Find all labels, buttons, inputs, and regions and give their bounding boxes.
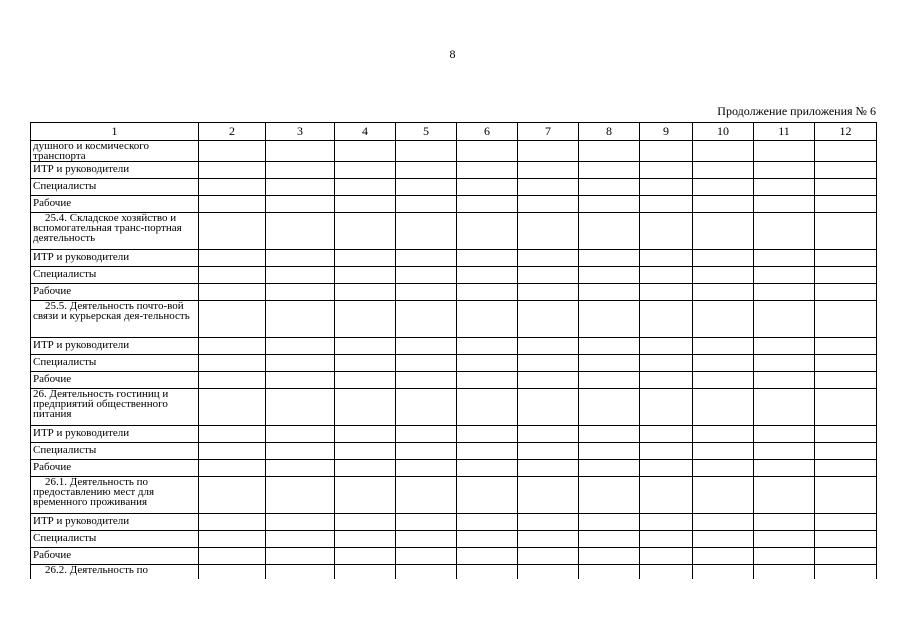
table-cell [396, 426, 457, 443]
header-row [31, 123, 877, 141]
table-cell [199, 250, 266, 267]
table-cell [457, 565, 518, 580]
table-cell [815, 372, 877, 389]
table-cell [199, 460, 266, 477]
table-cell [579, 389, 640, 426]
table-cell [396, 179, 457, 196]
column-header: 6 [457, 123, 518, 141]
table-cell [815, 548, 877, 565]
table-cell [815, 301, 877, 338]
table-cell [199, 267, 266, 284]
table-cell [579, 196, 640, 213]
table-cell [640, 162, 693, 179]
table-cell [579, 531, 640, 548]
row-label: Специалисты [31, 443, 199, 460]
table-cell [754, 284, 815, 301]
table-cell [754, 267, 815, 284]
table-cell [335, 372, 396, 389]
table-cell [518, 548, 579, 565]
table-cell [579, 443, 640, 460]
continuation-label: Продолжение приложения № 6 [717, 104, 876, 118]
table-cell [396, 565, 457, 580]
row-label: ИТР и руководители [31, 514, 199, 531]
table-cell [815, 426, 877, 443]
table-cell [199, 284, 266, 301]
table-cell [754, 196, 815, 213]
row-label: 26. Деятельность гостиниц и предприятий общественного питания [31, 389, 199, 426]
table-row [31, 284, 877, 301]
table-cell [815, 213, 877, 250]
table-cell [693, 477, 754, 514]
table-cell [457, 443, 518, 460]
table-cell [815, 284, 877, 301]
table-cell [335, 426, 396, 443]
row-label: душного и космического транспорта [31, 141, 199, 162]
table-cell [815, 179, 877, 196]
table-cell [335, 514, 396, 531]
table-cell [640, 141, 693, 162]
table-row [31, 477, 877, 514]
table-cell [693, 514, 754, 531]
table-cell [396, 250, 457, 267]
table-cell [199, 355, 266, 372]
table-cell [754, 338, 815, 355]
table-cell [396, 267, 457, 284]
table-cell [396, 284, 457, 301]
table-cell [335, 179, 396, 196]
table-cell [457, 338, 518, 355]
table-cell [640, 548, 693, 565]
column-header: 1 [31, 123, 199, 141]
table-cell [266, 179, 335, 196]
table-cell [266, 284, 335, 301]
table-cell [199, 477, 266, 514]
table-cell [815, 196, 877, 213]
table-cell [693, 355, 754, 372]
table-row [31, 514, 877, 531]
table-cell [754, 141, 815, 162]
column-header: 11 [754, 123, 815, 141]
table-cell [457, 514, 518, 531]
table-cell [754, 355, 815, 372]
table-cell [266, 301, 335, 338]
table-cell [335, 389, 396, 426]
table-cell [640, 565, 693, 580]
column-header: 5 [396, 123, 457, 141]
table-cell [640, 196, 693, 213]
table-cell [579, 267, 640, 284]
table-cell [457, 389, 518, 426]
table-cell [754, 426, 815, 443]
table-cell [693, 548, 754, 565]
row-label: Специалисты [31, 267, 199, 284]
table-cell [266, 372, 335, 389]
table-row [31, 389, 877, 426]
table-cell [640, 514, 693, 531]
table-cell [396, 338, 457, 355]
table-row [31, 372, 877, 389]
table-cell [457, 426, 518, 443]
table-cell [457, 548, 518, 565]
table-cell [457, 141, 518, 162]
table-cell [815, 460, 877, 477]
table-cell [640, 267, 693, 284]
table-cell [815, 565, 877, 580]
table-cell [396, 531, 457, 548]
table-cell [693, 250, 754, 267]
table-cell [579, 250, 640, 267]
table-cell [754, 531, 815, 548]
table-row [31, 355, 877, 372]
column-header: 7 [518, 123, 579, 141]
table-row [31, 548, 877, 565]
table-cell [518, 141, 579, 162]
table-cell [199, 179, 266, 196]
row-label: 26.1. Деятельность по предоставлению мест для временного проживания [31, 477, 199, 514]
table-cell [693, 443, 754, 460]
table-cell [396, 141, 457, 162]
table-cell [199, 213, 266, 250]
data-table [30, 122, 877, 579]
table-cell [199, 426, 266, 443]
table-cell [579, 301, 640, 338]
table-cell [518, 213, 579, 250]
table-cell [396, 514, 457, 531]
table-cell [396, 355, 457, 372]
table-cell [640, 338, 693, 355]
table-cell [693, 141, 754, 162]
table-row [31, 141, 877, 162]
table-row [31, 531, 877, 548]
table-cell [396, 162, 457, 179]
table-cell [815, 355, 877, 372]
table-cell [815, 162, 877, 179]
table-cell [693, 460, 754, 477]
table-cell [815, 514, 877, 531]
row-label: Рабочие [31, 548, 199, 565]
row-label: Специалисты [31, 179, 199, 196]
table-cell [518, 426, 579, 443]
table-cell [266, 196, 335, 213]
table-cell [199, 389, 266, 426]
table-cell [640, 426, 693, 443]
table-cell [693, 389, 754, 426]
table-cell [457, 284, 518, 301]
column-header: 12 [815, 123, 877, 141]
table-row [31, 565, 877, 580]
table-cell [335, 162, 396, 179]
table-cell [518, 531, 579, 548]
table-cell [754, 389, 815, 426]
table-cell [518, 196, 579, 213]
table-cell [815, 477, 877, 514]
table-cell [579, 372, 640, 389]
table-cell [693, 372, 754, 389]
table-cell [199, 531, 266, 548]
table-cell [335, 141, 396, 162]
table-cell [266, 531, 335, 548]
table-cell [199, 196, 266, 213]
table-cell [579, 162, 640, 179]
table-cell [199, 548, 266, 565]
table-cell [199, 372, 266, 389]
table-cell [266, 141, 335, 162]
table-cell [640, 443, 693, 460]
row-label: ИТР и руководители [31, 338, 199, 355]
table-cell [640, 389, 693, 426]
table-cell [199, 514, 266, 531]
table-cell [457, 213, 518, 250]
table-cell [457, 250, 518, 267]
table-cell [199, 338, 266, 355]
table-cell [396, 477, 457, 514]
row-label: ИТР и руководители [31, 162, 199, 179]
table-cell [754, 179, 815, 196]
table-row [31, 460, 877, 477]
table-cell [518, 284, 579, 301]
table-cell [518, 460, 579, 477]
table-cell [640, 477, 693, 514]
table-cell [579, 548, 640, 565]
table-row [31, 162, 877, 179]
table-cell [457, 531, 518, 548]
table-cell [518, 389, 579, 426]
table-cell [754, 162, 815, 179]
table-cell [335, 355, 396, 372]
table-cell [335, 460, 396, 477]
table-cell [457, 179, 518, 196]
page-number: 8 [449, 47, 456, 61]
column-header: 4 [335, 123, 396, 141]
table-cell [640, 460, 693, 477]
table-cell [693, 179, 754, 196]
table-row [31, 179, 877, 196]
row-label: ИТР и руководители [31, 250, 199, 267]
table-row [31, 426, 877, 443]
table-cell [579, 141, 640, 162]
table-cell [335, 443, 396, 460]
row-label: Рабочие [31, 284, 199, 301]
table-cell [579, 426, 640, 443]
table-cell [199, 162, 266, 179]
table-cell [518, 514, 579, 531]
table-cell [579, 460, 640, 477]
table-cell [815, 389, 877, 426]
table-cell [579, 179, 640, 196]
table-cell [396, 372, 457, 389]
table-cell [266, 389, 335, 426]
table-cell [266, 162, 335, 179]
table-cell [266, 213, 335, 250]
table-cell [518, 338, 579, 355]
table-cell [693, 284, 754, 301]
table-cell [335, 213, 396, 250]
table-cell [335, 267, 396, 284]
table-cell [518, 267, 579, 284]
column-header: 2 [199, 123, 266, 141]
table-cell [518, 179, 579, 196]
table-cell [640, 301, 693, 338]
table-cell [518, 477, 579, 514]
table-cell [815, 141, 877, 162]
table-cell [693, 531, 754, 548]
table-row [31, 443, 877, 460]
table-cell [518, 443, 579, 460]
table-cell [518, 162, 579, 179]
row-label: Рабочие [31, 196, 199, 213]
table-cell [335, 548, 396, 565]
table-cell [693, 301, 754, 338]
table-cell [754, 477, 815, 514]
row-label: ИТР и руководители [31, 426, 199, 443]
table-cell [754, 460, 815, 477]
row-label: Специалисты [31, 355, 199, 372]
table-cell [815, 443, 877, 460]
table-cell [266, 460, 335, 477]
table-cell [579, 355, 640, 372]
table-cell [396, 301, 457, 338]
table-cell [199, 565, 266, 580]
table-cell [693, 267, 754, 284]
table-cell [266, 443, 335, 460]
table-cell [199, 443, 266, 460]
table-cell [518, 372, 579, 389]
table-cell [693, 213, 754, 250]
table-row [31, 301, 877, 338]
table-cell [199, 301, 266, 338]
table-cell [640, 531, 693, 548]
table-cell [335, 284, 396, 301]
table-cell [199, 141, 266, 162]
table-cell [266, 355, 335, 372]
table-cell [266, 426, 335, 443]
table-cell [396, 443, 457, 460]
table-cell [815, 531, 877, 548]
table-cell [335, 338, 396, 355]
table-cell [266, 267, 335, 284]
table-cell [754, 213, 815, 250]
table-cell [266, 548, 335, 565]
table-cell [640, 355, 693, 372]
table-cell [754, 548, 815, 565]
table-cell [335, 477, 396, 514]
table-cell [335, 196, 396, 213]
row-label: Рабочие [31, 372, 199, 389]
table-row [31, 267, 877, 284]
column-header: 3 [266, 123, 335, 141]
table-cell [640, 284, 693, 301]
table-cell [396, 389, 457, 426]
row-label: Специалисты [31, 531, 199, 548]
table-cell [754, 565, 815, 580]
table-cell [457, 355, 518, 372]
table-cell [457, 301, 518, 338]
table-cell [693, 162, 754, 179]
table-cell [266, 514, 335, 531]
column-header: 8 [579, 123, 640, 141]
table-cell [518, 301, 579, 338]
table-row [31, 196, 877, 213]
table-cell [579, 338, 640, 355]
table-cell [640, 179, 693, 196]
table-cell [457, 477, 518, 514]
table-cell [579, 565, 640, 580]
table-cell [518, 565, 579, 580]
table-cell [266, 250, 335, 267]
column-header: 9 [640, 123, 693, 141]
table-cell [579, 514, 640, 531]
table-cell [518, 355, 579, 372]
table-cell [815, 250, 877, 267]
table-cell [579, 284, 640, 301]
table-cell [693, 426, 754, 443]
table-row [31, 338, 877, 355]
row-label: 25.4. Складское хозяйство и вспомогательная транс-портная деятельность [31, 213, 199, 250]
table-cell [457, 372, 518, 389]
table-cell [335, 250, 396, 267]
table-cell [457, 460, 518, 477]
table-cell [396, 548, 457, 565]
table-cell [335, 301, 396, 338]
table-cell [754, 372, 815, 389]
table-cell [693, 196, 754, 213]
table-cell [457, 267, 518, 284]
table-cell [518, 250, 579, 267]
table-body [31, 141, 877, 580]
table-cell [754, 250, 815, 267]
table-cell [396, 460, 457, 477]
table-cell [396, 213, 457, 250]
row-label: 25.5. Деятельность почто-вой связи и курьерская дея-тельность [31, 301, 199, 338]
table-cell [579, 477, 640, 514]
table-row [31, 213, 877, 250]
table-cell [815, 267, 877, 284]
table-cell [693, 338, 754, 355]
table-cell [457, 196, 518, 213]
table-cell [640, 250, 693, 267]
table-cell [457, 162, 518, 179]
table-cell [754, 443, 815, 460]
row-label: 26.2. Деятельность по [31, 565, 199, 580]
table-cell [693, 565, 754, 580]
table-cell [579, 213, 640, 250]
column-header: 10 [693, 123, 754, 141]
table-cell [640, 213, 693, 250]
table-cell [266, 565, 335, 580]
table-cell [266, 477, 335, 514]
table-cell [266, 338, 335, 355]
table-row [31, 250, 877, 267]
table-cell [815, 338, 877, 355]
table-cell [335, 531, 396, 548]
table-cell [640, 372, 693, 389]
table-cell [335, 565, 396, 580]
table-cell [754, 514, 815, 531]
table-cell [754, 301, 815, 338]
table-cell [396, 196, 457, 213]
row-label: Рабочие [31, 460, 199, 477]
